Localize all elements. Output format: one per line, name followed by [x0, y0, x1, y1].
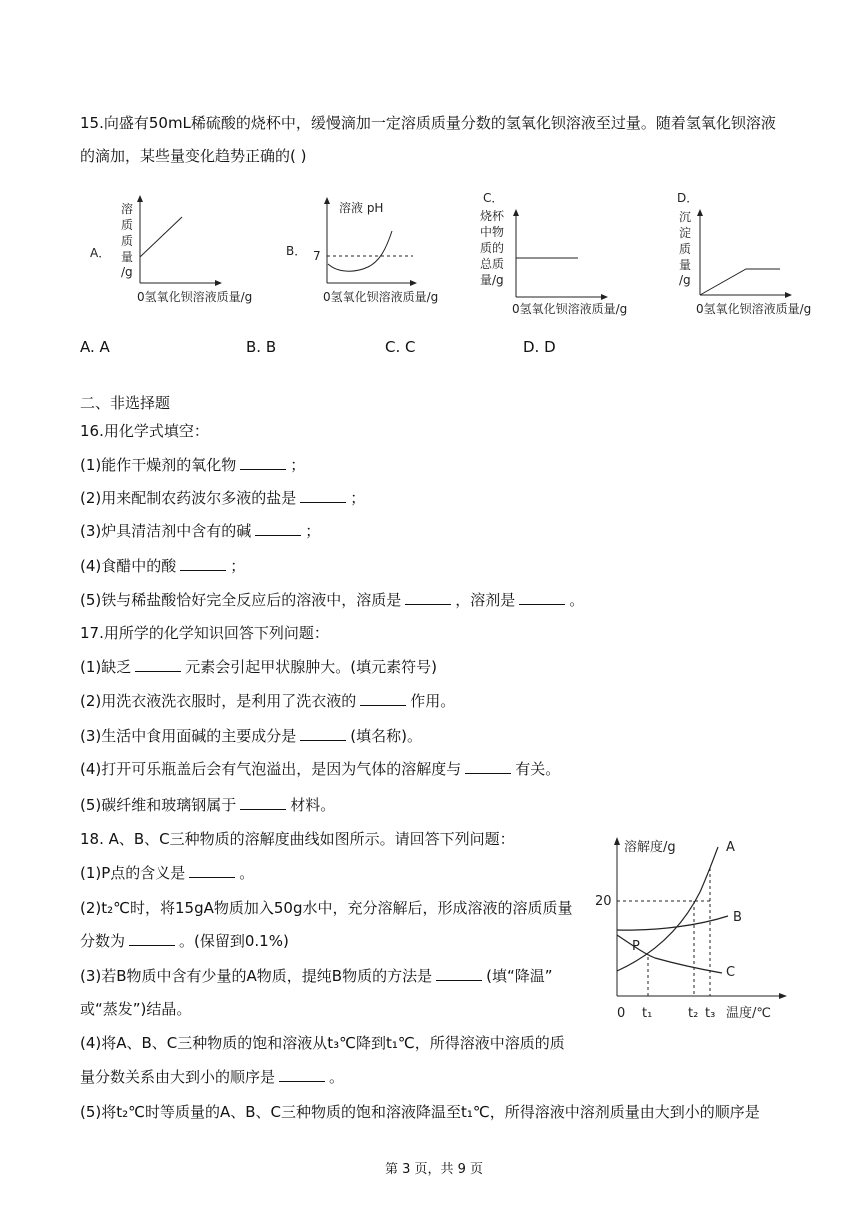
- curve-b: [617, 916, 728, 930]
- q18-line-2a: (2)t₂℃时，将15gA物质加入50g水中，充分溶解后，形成溶液的溶质质量: [80, 899, 573, 917]
- q17-item-2: [80, 690, 455, 712]
- q17-blank-2[interactable]: [360, 691, 406, 706]
- curve-b-label: B: [733, 910, 742, 925]
- solubility-t3: t₃: [705, 1006, 716, 1021]
- q18-title: 18. A、B、C三种物质的溶解度曲线如图所示。请回答下列问题：: [80, 830, 515, 848]
- q16-item-1: [80, 454, 305, 476]
- q16-sep-4: ；: [230, 557, 246, 575]
- q18-line-1: [80, 862, 254, 884]
- graph-b-curve: [328, 231, 392, 271]
- curve-c-label: C: [726, 965, 736, 980]
- q16-sep-3: ；: [305, 522, 321, 540]
- q18-l3a-text: (3)若B物质中含有少量的A物质，提纯B物质的方法是: [80, 967, 433, 985]
- q16-blank-6[interactable]: [519, 590, 565, 605]
- q18-blank-1[interactable]: [189, 863, 235, 878]
- point-p-label: P: [632, 939, 640, 954]
- q16-item-4-text: (4)食醋中的酸: [80, 557, 177, 575]
- graph-c-ylabel-4: 总质: [480, 257, 505, 271]
- q18-l4b-text: 量分数关系由大到小的顺序是: [80, 1068, 276, 1086]
- solubility-ylabel: 溶解度/g: [624, 840, 676, 855]
- graph-c: [480, 191, 627, 316]
- graph-d-label: D．: [677, 191, 699, 205]
- graph-d-ylabel-2: 淀: [679, 226, 692, 240]
- q16-item-2: [80, 487, 365, 509]
- q15-line1: 15.向盛有50mL稀硫酸的烧杯中，缓慢滴加一定溶质质量分数的氢氧化钡溶液至过量。随着氢氧化钡溶液: [80, 114, 776, 132]
- q16-sep-1: ；: [290, 456, 306, 474]
- q17-item-5-post: 材料。: [290, 796, 336, 814]
- graph-a: [90, 195, 252, 304]
- q15-line2: 的滴加，某些量变化趋势正确的( ): [80, 147, 307, 165]
- q18-l1-end: 。: [239, 864, 255, 882]
- solubility-origin: 0: [617, 1006, 626, 1021]
- q15-graphs: [80, 185, 840, 325]
- q16-sep-2: ；: [350, 489, 366, 507]
- q18-l1-text: (1)P点的含义是: [80, 864, 186, 882]
- q18-line-3a: [80, 965, 553, 987]
- q17-blank-3[interactable]: [300, 726, 346, 741]
- q17-blank-5[interactable]: [240, 795, 286, 810]
- q18-line-4b: [80, 1066, 344, 1088]
- q16-item-2-text: (2)用来配制农药波尔多液的盐是: [80, 489, 297, 507]
- q16-blank-3[interactable]: [255, 521, 301, 536]
- graph-d-ylabel-4: 量: [679, 258, 692, 272]
- graph-c-label: C．: [483, 191, 504, 205]
- q16-title: 16.用化学式填空：: [80, 422, 209, 440]
- q16-item-5: [80, 589, 584, 611]
- q17-item-4-pre: (4)打开可乐瓶盖后会有气泡溢出，是因为气体的溶解度与: [80, 760, 462, 778]
- solubility-t2: t₂: [688, 1006, 699, 1021]
- q17-blank-4[interactable]: [465, 759, 511, 774]
- q17-item-5-pre: (5)碳纤维和玻璃钢属于: [80, 796, 237, 814]
- q16-item-3-text: (3)炉具清洁剂中含有的碱: [80, 522, 252, 540]
- q16-item-5a: (5)铁与稀盐酸恰好完全反应后的溶液中，溶质是: [80, 591, 402, 609]
- option-c[interactable]: C. C: [385, 338, 416, 356]
- q17-item-2-pre: (2)用洗衣液洗衣服时，是利用了洗衣液的: [80, 692, 357, 710]
- graph-a-label: A．: [90, 246, 111, 260]
- q16-blank-4[interactable]: [180, 556, 226, 571]
- graph-b: [286, 197, 438, 304]
- graph-c-ylabel-1: 烧杯: [480, 209, 505, 223]
- graph-a-ylabel-3: 质: [121, 234, 134, 248]
- solubility-xlabel: 温度/℃: [726, 1006, 771, 1021]
- q17-item-3-post: (填名称)。: [350, 727, 422, 745]
- solubility-t1: t₁: [642, 1006, 653, 1021]
- q17-item-1: [80, 656, 437, 678]
- q17-item-4: [80, 758, 560, 780]
- graph-c-xlabel: 0氢氧化钡溶液质量/g: [512, 302, 628, 316]
- graph-c-ylabel-2: 中物: [480, 225, 505, 239]
- solubility-graph: [595, 832, 800, 1032]
- q17-item-3: [80, 725, 422, 747]
- graph-b-label: B．: [286, 244, 307, 258]
- graph-d-ylabel-5: /g: [679, 273, 691, 287]
- q18-l2b-end: 。(保留到0.1%): [179, 932, 289, 950]
- q18-l4b-end: 。: [329, 1068, 345, 1086]
- graph-a-xlabel: 0氢氧化钡溶液质量/g: [137, 290, 253, 304]
- q17-item-4-post: 有关。: [515, 760, 561, 778]
- solubility-y-20: 20: [595, 894, 612, 909]
- q16-item-4: [80, 555, 245, 577]
- q16-blank-2[interactable]: [300, 488, 346, 503]
- q16-blank-5[interactable]: [405, 590, 451, 605]
- graph-d-curve: [700, 269, 780, 295]
- q17-item-3-pre: (3)生活中食用面碱的主要成分是: [80, 727, 297, 745]
- q17-blank-1[interactable]: [135, 657, 181, 672]
- graph-a-ylabel-5: /g: [121, 265, 133, 279]
- graph-b-xlabel: 0氢氧化钡溶液质量/g: [323, 290, 439, 304]
- q17-item-1-post: 元素会引起甲状腺肿大。(填元素符号): [185, 658, 437, 676]
- graph-b-ylabel: 溶液 pH: [339, 201, 384, 215]
- q18-line-5: (5)将t₂℃时等质量的A、B、C三种物质的饱和溶液降温至t₁℃，所得溶液中溶剂质量由大到小的顺序是: [80, 1103, 760, 1121]
- graph-a-ylabel-2: 质: [121, 218, 134, 232]
- q17-title: 17.用所学的化学知识回答下列问题：: [80, 624, 329, 642]
- graph-d-ylabel-3: 质: [679, 242, 692, 256]
- option-d[interactable]: D. D: [523, 338, 556, 356]
- q18-blank-4[interactable]: [279, 1067, 325, 1082]
- q18-line-4a: (4)将A、B、C三种物质的饱和溶液从t₃℃降到t₁℃，所得溶液中溶质的质: [80, 1034, 565, 1052]
- q16-blank-1[interactable]: [240, 455, 286, 470]
- q16-end: 。: [569, 591, 585, 609]
- graph-d: [677, 191, 811, 316]
- q18-line-3b: 或“蒸发”)结晶。: [80, 1000, 192, 1018]
- q16-item-1-text: (1)能作干燥剂的氧化物: [80, 456, 237, 474]
- q17-item-1-pre: (1)缺乏: [80, 658, 132, 676]
- section-title: 二、非选择题: [80, 394, 171, 412]
- q18-blank-2[interactable]: [129, 931, 175, 946]
- q16-item-3: [80, 520, 320, 542]
- graph-d-ylabel-1: 沉: [679, 210, 692, 224]
- q16-item-5b: ，溶剂是: [455, 591, 516, 609]
- q17-item-2-post: 作用。: [410, 692, 456, 710]
- option-b[interactable]: B. B: [246, 338, 277, 356]
- q18-line-2b: [80, 930, 289, 952]
- graph-c-ylabel-5: 量/g: [480, 273, 504, 287]
- curve-a-label: A: [726, 840, 735, 855]
- q18-l2b-text: 分数为: [80, 932, 126, 950]
- graph-a-ylabel-1: 溶: [121, 202, 134, 216]
- option-a[interactable]: A. A: [80, 338, 110, 356]
- q18-blank-3[interactable]: [436, 966, 482, 981]
- graph-c-ylabel-3: 质的: [480, 241, 505, 255]
- graph-b-mark-7: 7: [313, 249, 321, 263]
- q17-item-5: [80, 794, 335, 816]
- page-footer: 第 3 页，共 9 页: [384, 1162, 484, 1177]
- q18-l3a-end: (填“降温”: [486, 967, 553, 985]
- graph-a-curve: [140, 217, 182, 257]
- graph-a-ylabel-4: 量: [121, 250, 134, 264]
- graph-d-xlabel: 0氢氧化钡溶液质量/g: [696, 302, 812, 316]
